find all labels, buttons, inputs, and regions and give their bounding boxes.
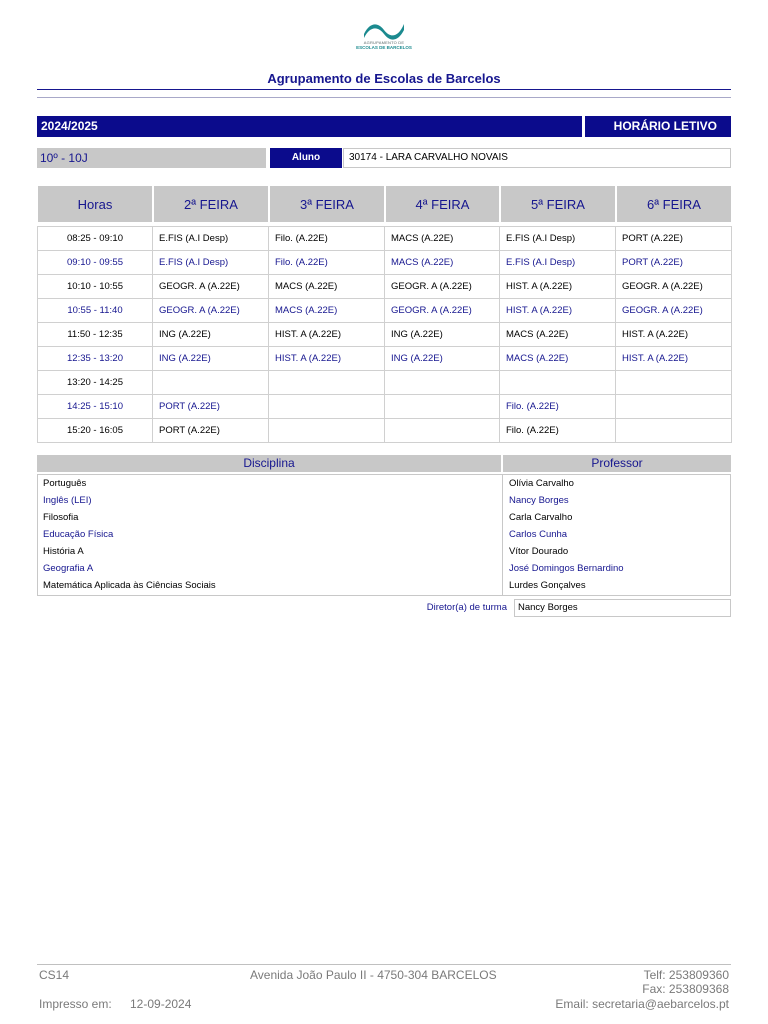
schedule-cell: PORT (A.22E) xyxy=(616,251,732,275)
footer-printed-date: 12-09-2024 xyxy=(130,997,192,1011)
teacher-column-header: Professor xyxy=(503,455,731,472)
schedule-cell xyxy=(616,371,732,395)
schedule-header-row xyxy=(37,186,732,222)
logo-line2: ESCOLAS DE BARCELOS xyxy=(356,45,412,50)
schedule-cell: MACS (A.22E) xyxy=(269,299,385,323)
schedule-cell: 12:35 - 13:20 xyxy=(37,347,153,371)
student-label: Aluno xyxy=(270,148,342,168)
schedule-row xyxy=(37,299,732,323)
schedule-cell xyxy=(385,419,500,443)
schedule-row xyxy=(37,395,732,419)
schedule-cell: ING (A.22E) xyxy=(153,347,269,371)
school-title: Agrupamento de Escolas de Barcelos xyxy=(267,71,501,86)
schedule-cell: E.FIS (A.I Desp) xyxy=(153,226,269,251)
schedule-cell: MACS (A.22E) xyxy=(385,226,500,251)
director-label: Diretor(a) de turma xyxy=(426,602,507,613)
subject-row xyxy=(0,543,694,560)
schedule-cell: GEOGR. A (A.22E) xyxy=(616,275,732,299)
schedule-row xyxy=(37,347,732,371)
schedule-cell xyxy=(385,395,500,419)
schedule-cell: PORT (A.22E) xyxy=(616,226,732,251)
logo-line1: AGRUPAMENTO DE xyxy=(363,40,405,45)
schedule-cell: E.FIS (A.I Desp) xyxy=(153,251,269,275)
schedule-cell: HIST. A (A.22E) xyxy=(616,323,732,347)
subject-column-header: Disciplina xyxy=(37,455,501,472)
schedule-header-cell: 2ª FEIRA xyxy=(153,186,269,222)
schedule-table xyxy=(37,186,732,443)
schedule-cell xyxy=(500,371,616,395)
wave-logo-icon xyxy=(362,20,406,40)
schedule-cell xyxy=(269,395,385,419)
subject-name: Matemática Aplicada às Ciências Sociais xyxy=(43,580,216,591)
schedule-cell: GEOGR. A (A.22E) xyxy=(385,299,500,323)
subject-name: Educação Física xyxy=(43,529,114,540)
schedule-cell: GEOGR. A (A.22E) xyxy=(153,299,269,323)
footer-rule xyxy=(37,964,731,965)
schedule-row xyxy=(37,226,732,251)
schedule-cell: HIST. A (A.22E) xyxy=(616,347,732,371)
footer-email: Email: secretaria@aebarcelos.pt xyxy=(555,997,729,1011)
teacher-name: Nancy Borges xyxy=(509,495,569,506)
schedule-cell: 10:55 - 11:40 xyxy=(37,299,153,323)
footer-address: Avenida João Paulo II - 4750-304 BARCELOS xyxy=(250,968,497,982)
student-value: 30174 - LARA CARVALHO NOVAIS xyxy=(343,148,731,168)
schedule-cell: Filo. (A.22E) xyxy=(500,395,616,419)
schedule-cell: GEOGR. A (A.22E) xyxy=(385,275,500,299)
school-logo xyxy=(347,20,421,58)
schedule-cell xyxy=(153,371,269,395)
schedule-cell: 09:10 - 09:55 xyxy=(37,251,153,275)
schedule-row xyxy=(37,323,732,347)
schedule-cell: MACS (A.22E) xyxy=(500,347,616,371)
subject-name: Português xyxy=(43,478,87,489)
schedule-cell: ING (A.22E) xyxy=(385,347,500,371)
teacher-name: Carlos Cunha xyxy=(509,529,568,540)
subject-name: Filosofia xyxy=(43,512,79,523)
schedule-cell: 13:20 - 14:25 xyxy=(37,371,153,395)
header-rule xyxy=(37,89,731,90)
schedule-cell: 14:25 - 15:10 xyxy=(37,395,153,419)
class-name: 10º - 10J xyxy=(37,148,266,168)
schedule-header-cell: 5ª FEIRA xyxy=(500,186,616,222)
schedule-cell: Filo. (A.22E) xyxy=(269,251,385,275)
schedule-cell: 15:20 - 16:05 xyxy=(37,419,153,443)
school-year: 2024/2025 xyxy=(37,116,582,137)
teacher-name: Lurdes Gonçalves xyxy=(509,580,586,591)
schedule-cell: E.FIS (A.I Desp) xyxy=(500,251,616,275)
schedule-cell: HIST. A (A.22E) xyxy=(269,323,385,347)
schedule-cell xyxy=(269,371,385,395)
schedule-cell: MACS (A.22E) xyxy=(269,275,385,299)
schedule-cell xyxy=(269,419,385,443)
subject-row xyxy=(0,526,694,543)
schedule-cell: GEOGR. A (A.22E) xyxy=(153,275,269,299)
footer-code: CS14 xyxy=(39,968,70,982)
schedule-cell: HIST. A (A.22E) xyxy=(500,299,616,323)
teacher-name: Carla Carvalho xyxy=(509,512,573,523)
director-value: Nancy Borges xyxy=(514,599,731,617)
schedule-cell: ING (A.22E) xyxy=(153,323,269,347)
footer-phone: Telf: 253809360 xyxy=(643,968,729,982)
schedule-cell: Filo. (A.22E) xyxy=(500,419,616,443)
subject-row xyxy=(0,560,694,577)
schedule-cell: MACS (A.22E) xyxy=(385,251,500,275)
schedule-cell: E.FIS (A.I Desp) xyxy=(500,226,616,251)
schedule-header-cell: Horas xyxy=(37,186,153,222)
teacher-name: Vítor Dourado xyxy=(509,546,569,557)
subject-name: História A xyxy=(43,546,84,557)
schedule-cell: MACS (A.22E) xyxy=(500,323,616,347)
schedule-cell: PORT (A.22E) xyxy=(153,419,269,443)
schedule-cell: Filo. (A.22E) xyxy=(269,226,385,251)
schedule-cell: HIST. A (A.22E) xyxy=(269,347,385,371)
teacher-name: José Domingos Bernardino xyxy=(509,563,624,574)
schedule-cell xyxy=(616,395,732,419)
schedule-row xyxy=(37,251,732,275)
schedule-row xyxy=(37,419,732,443)
schedule-header-cell: 3ª FEIRA xyxy=(269,186,385,222)
schedule-header-cell: 4ª FEIRA xyxy=(385,186,500,222)
header-rule-secondary xyxy=(37,97,731,98)
schedule-header-cell: 6ª FEIRA xyxy=(616,186,732,222)
schedule-cell: 11:50 - 12:35 xyxy=(37,323,153,347)
schedule-row xyxy=(37,275,732,299)
teacher-name: Olívia Carvalho xyxy=(509,478,574,489)
schedule-cell: ING (A.22E) xyxy=(385,323,500,347)
schedule-cell xyxy=(616,419,732,443)
subject-row xyxy=(0,475,694,492)
schedule-row xyxy=(37,371,732,395)
footer-printed-label: Impresso em: xyxy=(39,997,112,1011)
schedule-cell: PORT (A.22E) xyxy=(153,395,269,419)
document-type: HORÁRIO LETIVO xyxy=(585,116,731,137)
subject-name: Geografia A xyxy=(43,563,94,574)
schedule-cell: 08:25 - 09:10 xyxy=(37,226,153,251)
subject-row xyxy=(0,509,694,526)
schedule-cell xyxy=(385,371,500,395)
subject-name: Inglês (LEI) xyxy=(43,495,92,506)
subject-row xyxy=(0,577,694,594)
subject-row xyxy=(0,492,694,509)
schedule-cell: HIST. A (A.22E) xyxy=(500,275,616,299)
schedule-cell: 10:10 - 10:55 xyxy=(37,275,153,299)
footer-fax: Fax: 253809368 xyxy=(642,982,729,996)
schedule-cell: GEOGR. A (A.22E) xyxy=(616,299,732,323)
